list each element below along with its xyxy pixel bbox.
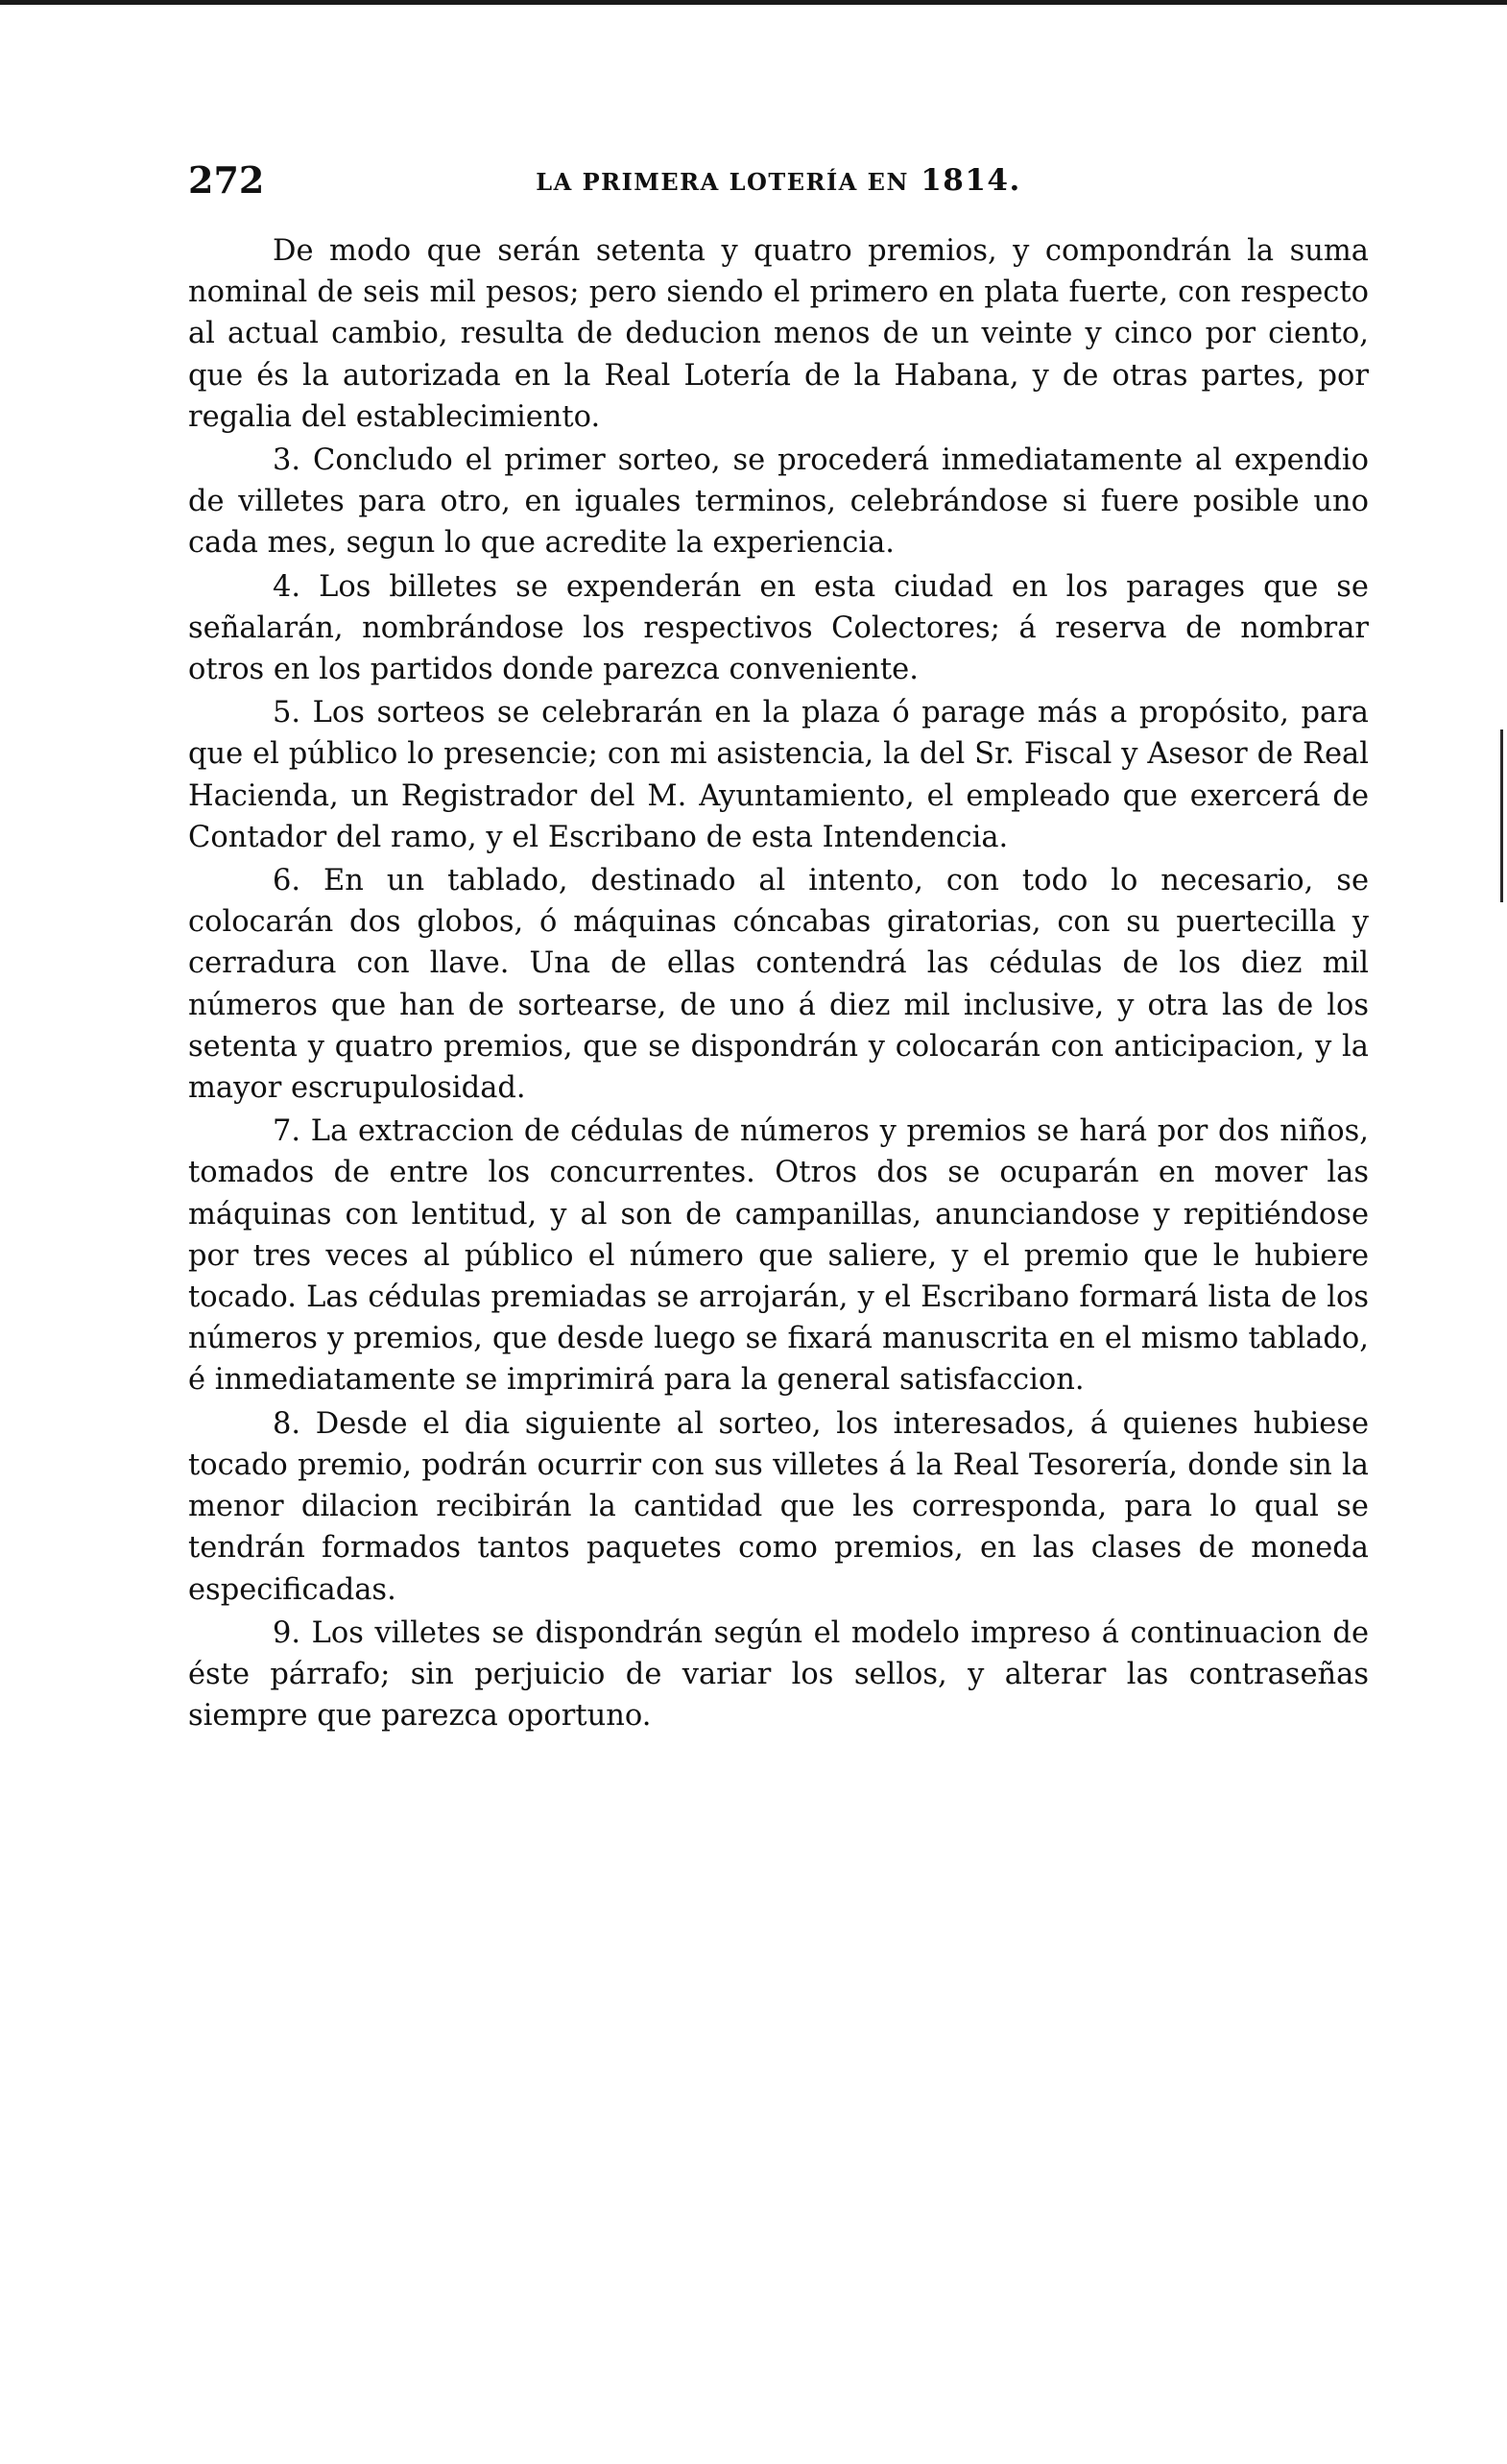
body-text bbox=[188, 230, 1369, 1738]
page-number: 272 bbox=[188, 158, 265, 202]
paragraph-8: 8. Desde el dia siguiente al sorteo, los interesados, á quienes hubiese tocado premio, podrán ocurrir con sus villetes á la Real Tesorería, donde sin la menor dilacion recibirán la cantidad que les corresponda, para lo qual se tendrán formados tantos paquetes como premios, en las clases de moneda especificadas. bbox=[188, 1406, 1369, 1607]
running-title bbox=[188, 152, 1369, 211]
top-rule bbox=[0, 0, 1507, 5]
paragraph-9: 9. Los villetes se dispondrán según el modelo impreso á continuacion de éste párrafo; sin perjuicio de variar los sellos, y alterar las contraseñas siempre que parezca oportuno. bbox=[188, 1615, 1369, 1734]
running-title-year: 1814. bbox=[921, 163, 1021, 198]
paragraph-6: 6. En un tablado, destinado al intento, con todo lo necesario, se colocarán dos globos, ó máquinas cóncabas giratorias, con su puertecilla y cerradura con llave. Una de ellas contendrá las cédulas de los diez mil números que han de sortearse, de uno á diez mil inclusive, y otra las de los setenta y quatro premios, que se dispondrán y colocarán con anticipacion, y la mayor escrupulosidad. bbox=[188, 864, 1369, 1106]
page-header bbox=[188, 152, 1369, 209]
paragraph-3: 3. Concludo el primer sorteo, se procederá inmediatamente al expendio de villetes para otro, en iguales terminos, celebrándose si fuere posible uno cada mes, segun lo que acredite la experiencia. bbox=[188, 443, 1369, 561]
paragraph-4: 4. Los billetes se expenderán en esta ciudad en los parages que se señalarán, nombrándose los respectivos Colectores; á reserva de nombrar otros en los partidos donde parezca conveniente. bbox=[188, 569, 1369, 687]
paragraph-7: 7. La extraccion de cédulas de números y premios se hará por dos niños, tomados de entre los concurrentes. Otros dos se ocuparán en mover las máquinas con lentitud, y al son de campanillas, anunciandose y repitiéndose por tres veces al público el número que saliere, y el premio que le hubiere tocado. Las cédulas premiadas se arrojarán, y el Escribano formará lista de los números y premios, que desde luego se fixará manuscrita en el mismo tablado, é inmediatamente se imprimirá para la general satisfaccion. bbox=[188, 1114, 1369, 1398]
running-title-text: LA PRIMERA LOTERÍA EN bbox=[536, 168, 909, 196]
paragraph-5: 5. Los sorteos se celebrarán en la plaza ó parage más a propósito, para que el público lo presencie; con mi asistencia, la del Sr. Fiscal y Asesor de Real Hacienda, un Registrador del M. Ayuntamiento, el empleado que exercerá de Contador del ramo, y el Escribano de esta Intendencia. bbox=[188, 696, 1369, 854]
scan-edge-mark bbox=[1500, 730, 1503, 902]
paragraph-intro: De modo que serán setenta y quatro premios, y compondrán la suma nominal de seis mil pesos; pero siendo el primero en plata fuerte, con respecto al actual cambio, resulta de deducion menos de un veinte y cinco por ciento, que és la autorizada en la Real Lotería de la Habana, y de otras partes, por regalia del establecimiento. bbox=[188, 234, 1369, 434]
